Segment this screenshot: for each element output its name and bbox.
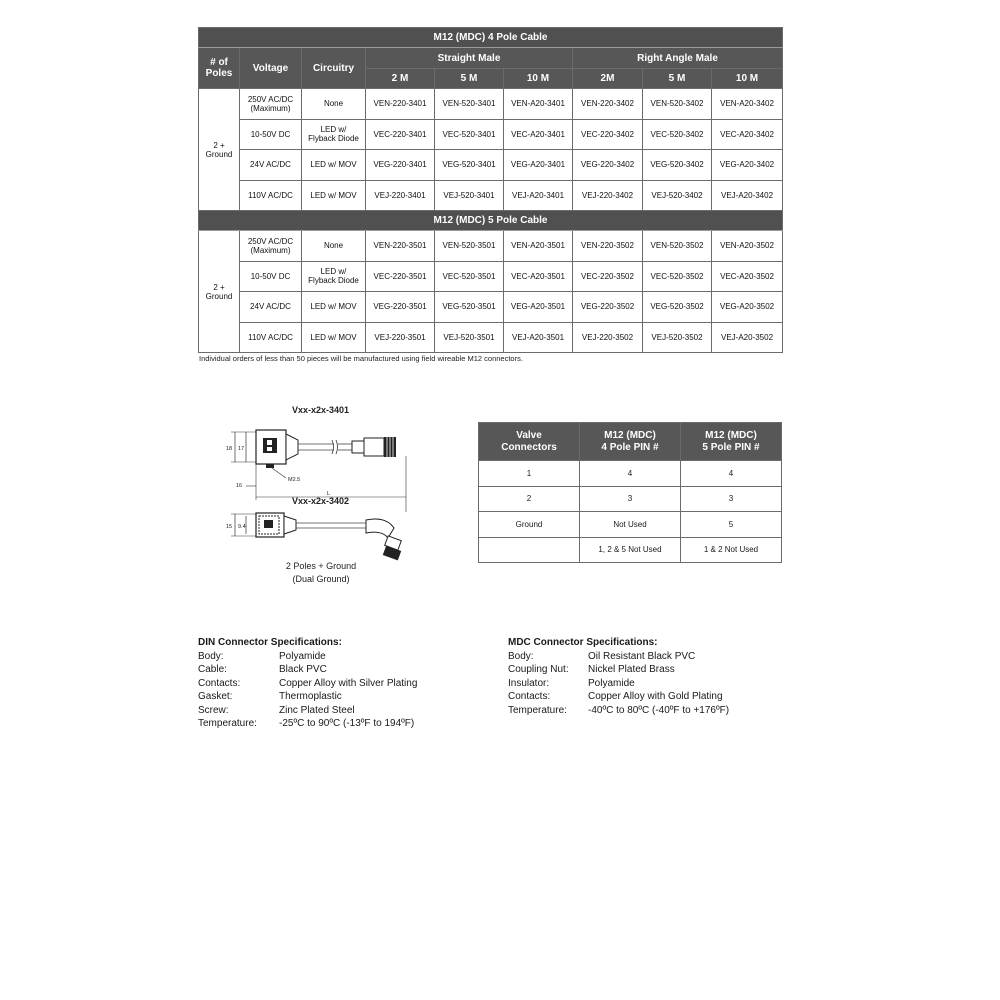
pin-table-cell: 1, 2 & 5 Not Used bbox=[580, 537, 681, 563]
part-number-cell: VEG-520-3402 bbox=[643, 150, 712, 181]
spec-label: Cable: bbox=[198, 664, 227, 675]
spec-row bbox=[508, 704, 729, 718]
part-number-cell: VEG-A20-3402 bbox=[712, 150, 783, 181]
spec-value: Polyamide bbox=[588, 677, 635, 689]
spec-label: Body: bbox=[508, 650, 534, 662]
length-header: 10 M bbox=[712, 69, 783, 89]
part-number-cell: VEN-220-3402 bbox=[573, 89, 643, 120]
part-number-cell: VEC-A20-3501 bbox=[504, 261, 573, 292]
text-line: 24V AC/DC bbox=[250, 302, 291, 312]
part-number-cell: VEJ-520-3501 bbox=[435, 322, 504, 353]
text-line: Valve bbox=[516, 429, 542, 441]
circuitry-cell bbox=[302, 261, 366, 292]
pin-table-header bbox=[681, 423, 782, 461]
text-line: 250V AC/DC bbox=[247, 236, 294, 246]
right-angle-connector-drawing bbox=[226, 508, 416, 568]
part-number-cell: VEC-220-3501 bbox=[366, 261, 435, 292]
dim-15: 15 bbox=[226, 524, 233, 530]
dim-17: 17 bbox=[238, 446, 245, 452]
spec-row bbox=[508, 677, 729, 691]
voltage-cell bbox=[240, 89, 302, 120]
voltage-header: Voltage bbox=[240, 48, 302, 89]
caption-line-2: (Dual Ground) bbox=[292, 574, 350, 584]
pin-mapping-table bbox=[478, 422, 782, 563]
text-line: 10-50V DC bbox=[250, 129, 291, 139]
text-line: LED w/ MOV bbox=[310, 332, 357, 342]
section-title-row bbox=[199, 28, 783, 48]
mdc-specs-title: MDC Connector Specifications: bbox=[508, 637, 658, 648]
table-row bbox=[199, 119, 783, 150]
voltage-cell bbox=[240, 150, 302, 181]
part-number-cell: VEC-520-3501 bbox=[435, 261, 504, 292]
spec-value: Nickel Plated Brass bbox=[588, 664, 675, 675]
part-number-cell: VEJ-220-3502 bbox=[573, 322, 643, 353]
section-title: M12 (MDC) 4 Pole Cable bbox=[199, 28, 783, 48]
spec-value: -25ºC to 90ºC (-13ºF to 194ºF) bbox=[279, 718, 415, 729]
pin-table-cell: 3 bbox=[580, 486, 681, 512]
part-number-cell: VEN-520-3502 bbox=[643, 231, 712, 262]
part-number-cell: VEJ-A20-3502 bbox=[712, 322, 783, 353]
spec-value: -40ºC to 80ºC (-40ºF to +176ºF) bbox=[588, 704, 730, 716]
table-row bbox=[199, 231, 783, 262]
din-connector-specs bbox=[198, 636, 417, 731]
order-note: Individual orders of less than 50 pieces will be manufactured using field wireable M12 connectors. bbox=[199, 354, 523, 363]
part-number-cell: VEJ-A20-3401 bbox=[504, 180, 573, 211]
text-line: M12 (MDC) bbox=[604, 429, 656, 441]
text-line: None bbox=[323, 99, 344, 109]
part-number-cell: VEG-520-3501 bbox=[435, 292, 504, 323]
pin-table-row bbox=[479, 512, 782, 538]
text-line: 24V AC/DC bbox=[250, 160, 291, 170]
text-line: Poles bbox=[205, 68, 233, 79]
text-line: 2 + bbox=[213, 140, 225, 150]
length-header: 5 M bbox=[435, 69, 504, 89]
spec-value: Copper Alloy with Silver Plating bbox=[279, 677, 418, 689]
text-line: (Maximum) bbox=[250, 103, 291, 113]
text-line: LED w/ MOV bbox=[310, 190, 357, 200]
text-line: LED w/ MOV bbox=[310, 160, 357, 170]
table-row bbox=[199, 261, 783, 292]
part-number-cell: VEN-220-3501 bbox=[366, 231, 435, 262]
dim-m25: M2.5 bbox=[288, 477, 301, 483]
part-number-cell: VEJ-220-3501 bbox=[366, 322, 435, 353]
text-line: 110V AC/DC bbox=[248, 332, 293, 342]
part-number-cell: VEG-A20-3501 bbox=[504, 292, 573, 323]
table-row bbox=[199, 322, 783, 353]
table-row bbox=[199, 180, 783, 211]
pin-table-header bbox=[479, 423, 580, 461]
text-line: LED w/ MOV bbox=[310, 302, 357, 312]
text-line: 2 + bbox=[213, 282, 225, 292]
part-number-cell: VEC-520-3502 bbox=[643, 261, 712, 292]
part-number-cell: VEN-A20-3501 bbox=[504, 231, 573, 262]
circuitry-cell bbox=[302, 89, 366, 120]
part-number-cell: VEN-A20-3402 bbox=[712, 89, 783, 120]
pin-table-header bbox=[580, 423, 681, 461]
part-number-cell: VEG-A20-3502 bbox=[712, 292, 783, 323]
spec-value: Zinc Plated Steel bbox=[279, 704, 355, 716]
din-specs-title: DIN Connector Specifications: bbox=[198, 637, 342, 648]
spec-row bbox=[508, 690, 729, 704]
part-number-cell: VEJ-520-3401 bbox=[435, 180, 504, 211]
table-row bbox=[199, 150, 783, 181]
spec-row bbox=[198, 690, 417, 704]
part-number-cell: VEJ-A20-3501 bbox=[504, 322, 573, 353]
part-number-cell: VEG-A20-3401 bbox=[504, 150, 573, 181]
text-line: (Maximum) bbox=[250, 245, 291, 255]
dim-l: L bbox=[327, 491, 331, 497]
table-row bbox=[199, 292, 783, 323]
text-line: 250V AC/DC bbox=[247, 94, 294, 104]
pin-table-cell: 4 bbox=[580, 461, 681, 487]
spec-row bbox=[198, 704, 417, 718]
spec-label: Contacts: bbox=[508, 691, 551, 702]
pin-table-cell: 5 bbox=[681, 512, 782, 538]
part-number-cell: VEC-520-3401 bbox=[435, 119, 504, 150]
part-number-cell: VEG-220-3402 bbox=[573, 150, 643, 181]
text-line: 110V AC/DC bbox=[248, 190, 293, 200]
length-header: 2M bbox=[573, 69, 643, 89]
text-line: M12 (MDC) bbox=[705, 429, 757, 441]
right-angle-male-header: Right Angle Male bbox=[573, 48, 783, 69]
text-line: 5 Pole PIN # bbox=[702, 441, 760, 453]
text-line: Flyback Diode bbox=[308, 276, 359, 286]
spec-label: Insulator: bbox=[508, 677, 550, 689]
part-number-cell: VEG-520-3502 bbox=[643, 292, 712, 323]
voltage-cell bbox=[240, 292, 302, 323]
part-number-cell: VEG-220-3501 bbox=[366, 292, 435, 323]
pin-table-cell: 1 & 2 Not Used bbox=[681, 537, 782, 563]
pin-table-row bbox=[479, 537, 782, 563]
connector-diagram bbox=[226, 402, 416, 592]
spec-value: Oil Resistant Black PVC bbox=[588, 650, 696, 662]
circuitry-cell bbox=[302, 119, 366, 150]
circuitry-cell bbox=[302, 150, 366, 181]
part-number-cell: VEC-A20-3502 bbox=[712, 261, 783, 292]
spec-row bbox=[198, 677, 417, 691]
part-number-cell: VEC-A20-3402 bbox=[712, 119, 783, 150]
text-line: Ground bbox=[205, 149, 233, 159]
poles-cell bbox=[199, 231, 240, 353]
section-title: M12 (MDC) 5 Pole Cable bbox=[199, 211, 783, 231]
part-number-cell: VEG-220-3401 bbox=[366, 150, 435, 181]
pin-table-cell: 3 bbox=[681, 486, 782, 512]
spec-label: Gasket: bbox=[198, 691, 233, 702]
part-number-cell: VEC-220-3402 bbox=[573, 119, 643, 150]
pin-table-cell: Not Used bbox=[580, 512, 681, 538]
part-number-cell: VEJ-A20-3402 bbox=[712, 180, 783, 211]
header-row bbox=[199, 48, 783, 69]
spec-label: Screw: bbox=[198, 704, 229, 716]
mdc-connector-specs bbox=[508, 636, 729, 717]
text-line: 4 Pole PIN # bbox=[601, 441, 659, 453]
pin-table-row bbox=[479, 461, 782, 487]
text-line: LED w/ bbox=[320, 267, 347, 277]
part-number-cell: VEG-520-3401 bbox=[435, 150, 504, 181]
dim-18: 18 bbox=[226, 446, 233, 452]
straight-male-header: Straight Male bbox=[366, 48, 573, 69]
spec-row bbox=[198, 663, 417, 677]
right-angle-connector-label: Vxx-x2x-3402 bbox=[292, 496, 350, 506]
part-number-cell: VEN-A20-3502 bbox=[712, 231, 783, 262]
part-number-cell: VEN-520-3501 bbox=[435, 231, 504, 262]
pin-table-cell: 4 bbox=[681, 461, 782, 487]
spec-value: Black PVC bbox=[279, 664, 327, 675]
voltage-cell bbox=[240, 261, 302, 292]
part-number-cell: VEJ-220-3401 bbox=[366, 180, 435, 211]
text-line: Ground bbox=[205, 291, 233, 301]
voltage-cell bbox=[240, 119, 302, 150]
spec-label: Contacts: bbox=[198, 677, 241, 689]
poles-cell bbox=[199, 89, 240, 211]
text-line: None bbox=[323, 241, 344, 251]
spec-row bbox=[198, 717, 417, 731]
part-number-cell: VEG-220-3502 bbox=[573, 292, 643, 323]
part-number-cell: VEN-520-3401 bbox=[435, 89, 504, 120]
spec-label: Temperature: bbox=[198, 718, 257, 729]
part-number-cell: VEJ-520-3402 bbox=[643, 180, 712, 211]
part-number-cell: VEN-520-3402 bbox=[643, 89, 712, 120]
spec-label: Coupling Nut: bbox=[508, 664, 569, 675]
part-number-cell: VEC-220-3502 bbox=[573, 261, 643, 292]
text-line: 10-50V DC bbox=[250, 271, 291, 281]
length-header: 2 M bbox=[366, 69, 435, 89]
table-row bbox=[199, 89, 783, 120]
part-number-cell: VEN-A20-3401 bbox=[504, 89, 573, 120]
circuitry-cell bbox=[302, 180, 366, 211]
circuitry-cell bbox=[302, 231, 366, 262]
caption-line-1: 2 Poles + Ground bbox=[285, 561, 357, 571]
part-number-cell: VEN-220-3401 bbox=[366, 89, 435, 120]
pin-table-row bbox=[479, 486, 782, 512]
part-number-cell: VEC-220-3401 bbox=[366, 119, 435, 150]
circuitry-cell bbox=[302, 292, 366, 323]
spec-value: Copper Alloy with Gold Plating bbox=[588, 691, 723, 702]
pin-table-cell bbox=[479, 537, 580, 563]
poles-header bbox=[199, 48, 240, 89]
spec-label: Temperature: bbox=[508, 704, 567, 716]
length-header: 10 M bbox=[504, 69, 573, 89]
circuitry-cell bbox=[302, 322, 366, 353]
text-line: Flyback Diode bbox=[308, 134, 359, 144]
length-header: 5 M bbox=[643, 69, 712, 89]
part-number-cell: VEN-220-3502 bbox=[573, 231, 643, 262]
voltage-cell bbox=[240, 180, 302, 211]
circuitry-header: Circuitry bbox=[302, 48, 366, 89]
text-line: LED w/ bbox=[320, 125, 347, 135]
pin-table-cell: Ground bbox=[479, 512, 580, 538]
dim-9-4: 9.4 bbox=[238, 524, 246, 530]
voltage-cell bbox=[240, 322, 302, 353]
text-line: Connectors bbox=[501, 441, 557, 453]
part-number-cell: VEC-520-3402 bbox=[643, 119, 712, 150]
part-number-cell: VEJ-520-3502 bbox=[643, 322, 712, 353]
spec-row bbox=[508, 650, 729, 664]
spec-label: Body: bbox=[198, 650, 224, 662]
pin-table-cell: 2 bbox=[479, 486, 580, 512]
voltage-cell bbox=[240, 231, 302, 262]
text-line: # of bbox=[210, 57, 228, 68]
spec-value: Thermoplastic bbox=[279, 691, 342, 702]
section-title-row bbox=[199, 211, 783, 231]
cable-part-number-table bbox=[198, 27, 783, 353]
part-number-cell: VEC-A20-3401 bbox=[504, 119, 573, 150]
spec-value: Polyamide bbox=[279, 650, 326, 662]
spec-row bbox=[508, 663, 729, 677]
dim-16: 16 bbox=[236, 483, 243, 489]
spec-row bbox=[198, 650, 417, 664]
straight-connector-label: Vxx-x2x-3401 bbox=[292, 405, 350, 415]
part-number-cell: VEJ-220-3402 bbox=[573, 180, 643, 211]
pin-table-cell: 1 bbox=[479, 461, 580, 487]
diagram-caption bbox=[266, 560, 376, 586]
